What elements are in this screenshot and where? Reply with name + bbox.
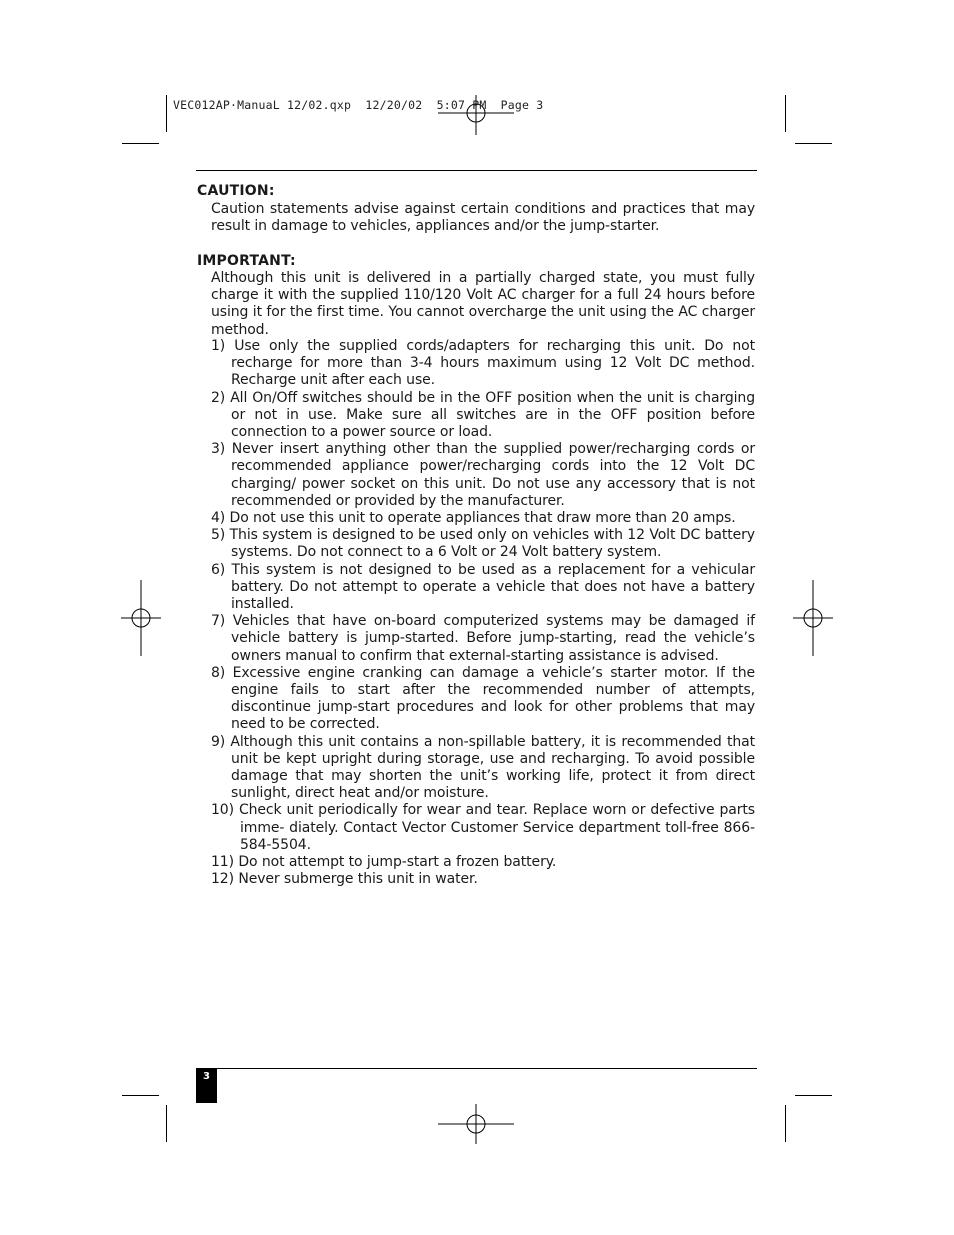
page-number: 3 [196, 1068, 217, 1103]
caution-heading: CAUTION: [197, 183, 275, 199]
registration-mark-right-icon [793, 580, 833, 656]
registration-mark-left-icon [121, 580, 161, 656]
safety-list [211, 338, 755, 889]
crop-mark-top-right-vertical [785, 95, 786, 132]
list-item: 4) Do not use this unit to operate appliances that draw more than 20 amps. [211, 510, 736, 527]
important-heading: IMPORTANT: [197, 253, 296, 269]
list-item: 5) This system is designed to be used only on vehicles with 12 Volt DC battery systems. Do not connect to a 6 Volt or 24 Volt battery system. [211, 527, 755, 561]
file-slug: VEC012AP·ManuaL 12/02.qxp 12/20/02 5:07 PM Page 3 [173, 98, 544, 112]
list-item: 6) This system is not designed to be used as a replacement for a vehicular battery. Do not attempt to operate a vehicle that does not have a battery installed. [211, 561, 755, 613]
list-item: 3) Never insert anything other than the supplied power/recharging cords or recommended appliance power/recharging cords into the 12 Volt DC charging/ power socket on this unit. Do not use any accessory that is not recommended or provided by the manufacturer. [211, 441, 756, 509]
list-item: 9) Although this unit contains a non-spillable battery, it is recommended that unit be kept upright during storage, use and recharging. To avoid possible damage that may shorten the unit’s working life, protect it from direct sunlight, direct heat and/or moisture. [211, 733, 755, 802]
list-item: 8) Excessive engine cranking can damage a vehicle’s starter motor. If the engine fails to start after the recommended number of attempts, discontinue jump-start procedures and look for other problems that may need to be corrected. [211, 664, 755, 733]
crop-mark-bottom-right-vertical [785, 1105, 786, 1142]
top-rule [196, 170, 757, 171]
crop-mark-top-right-horizontal [795, 143, 832, 144]
caution-text: Caution statements advise against certain conditions and practices that may result in damage to vehicles, appliances and/or the jump-starter. [211, 201, 755, 235]
crop-mark-top-left-horizontal [122, 143, 159, 144]
list-item: 2) All On/Off switches should be in the OFF position when the unit is charging or not in use. Make sure all switches are in the OFF position before connection to a power source or load. [211, 389, 755, 441]
list-item: 11) Do not attempt to jump-start a frozen battery. [211, 854, 557, 871]
list-item: 10) Check unit periodically for wear and tear. Replace worn or defective parts imme- diately. Contact Vector Customer Service department toll-free 866-584-5504. [211, 802, 755, 853]
bottom-rule [217, 1068, 757, 1069]
list-item: 7) Vehicles that have on-board computerized systems may be damaged if vehicle battery is jump-started. Before jump-starting, read the vehicle’s owners manual to confirm that external-starting assistance is advised. [211, 613, 755, 664]
important-text: Although this unit is delivered in a partially charged state, you must fully charge it with the supplied 110/120 Volt AC charger for a full 24 hours before using it for the first time. You cannot overcharge the unit using the AC charger method. [211, 270, 755, 338]
crop-mark-bottom-right-horizontal [795, 1095, 832, 1096]
list-item: 12) Never submerge this unit in water. [211, 871, 478, 888]
crop-mark-top-left-vertical [166, 95, 167, 132]
registration-mark-bottom-icon [438, 1104, 514, 1144]
crop-mark-bottom-left-vertical [166, 1105, 167, 1142]
list-item: 1) Use only the supplied cords/adapters for recharging this unit. Do not recharge for more than 3-4 hours maximum using 12 Volt DC method. Recharge unit after each use. [211, 338, 755, 389]
crop-mark-bottom-left-horizontal [122, 1095, 159, 1096]
